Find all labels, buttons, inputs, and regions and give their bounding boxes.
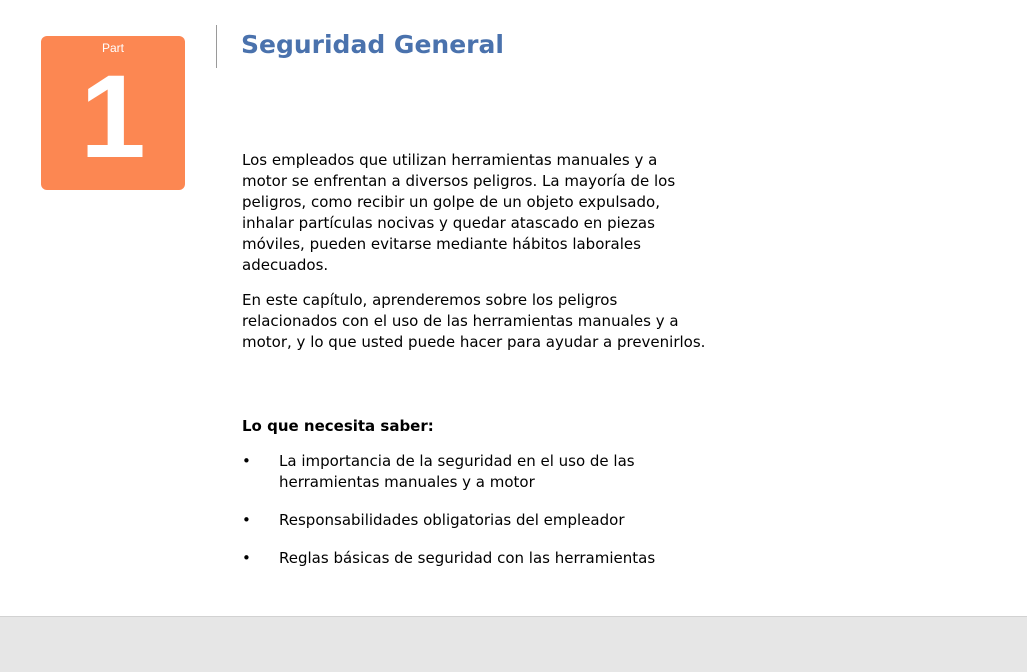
part-label: Part [101,41,124,55]
bullet-dot-icon: • [242,452,251,470]
intro-paragraph: Los empleados que utilizan herramientas manuales y a motor se enfrentan a diversos peligros. La mayoría de los peligros, como recibir un golpe de un objeto expulsado, inhalar partículas nocivas y quedar atascado en piezas móviles, pueden evitarse mediante hábitos laborales adecuados. [242,151,676,274]
body-text [242,150,707,367]
page-title: Seguridad General [241,30,504,59]
list-item [242,548,707,569]
title-divider [216,25,217,68]
list-item [242,510,707,531]
bullet-list [242,451,707,586]
bullet-dot-icon: • [242,549,251,567]
list-item-text: Reglas básicas de seguridad con las herramientas [279,549,656,567]
list-item [242,451,707,493]
part-number: 1 [80,51,146,183]
section-subheading: Lo que necesita saber: [242,417,434,435]
part-badge [41,36,185,190]
chapter-paragraph: En este capítulo, aprenderemos sobre los peligros relacionados con el uso de las herramientas manuales y a motor, y lo que usted puede hacer para ayudar a prevenirlos. [242,291,706,351]
list-item-text: Responsabilidades obligatorias del empleador [279,511,625,529]
list-item-text: La importancia de la seguridad en el uso de las herramientas manuales y a motor [279,452,635,491]
bullet-dot-icon: • [242,511,251,529]
footer-bar [0,616,1027,672]
